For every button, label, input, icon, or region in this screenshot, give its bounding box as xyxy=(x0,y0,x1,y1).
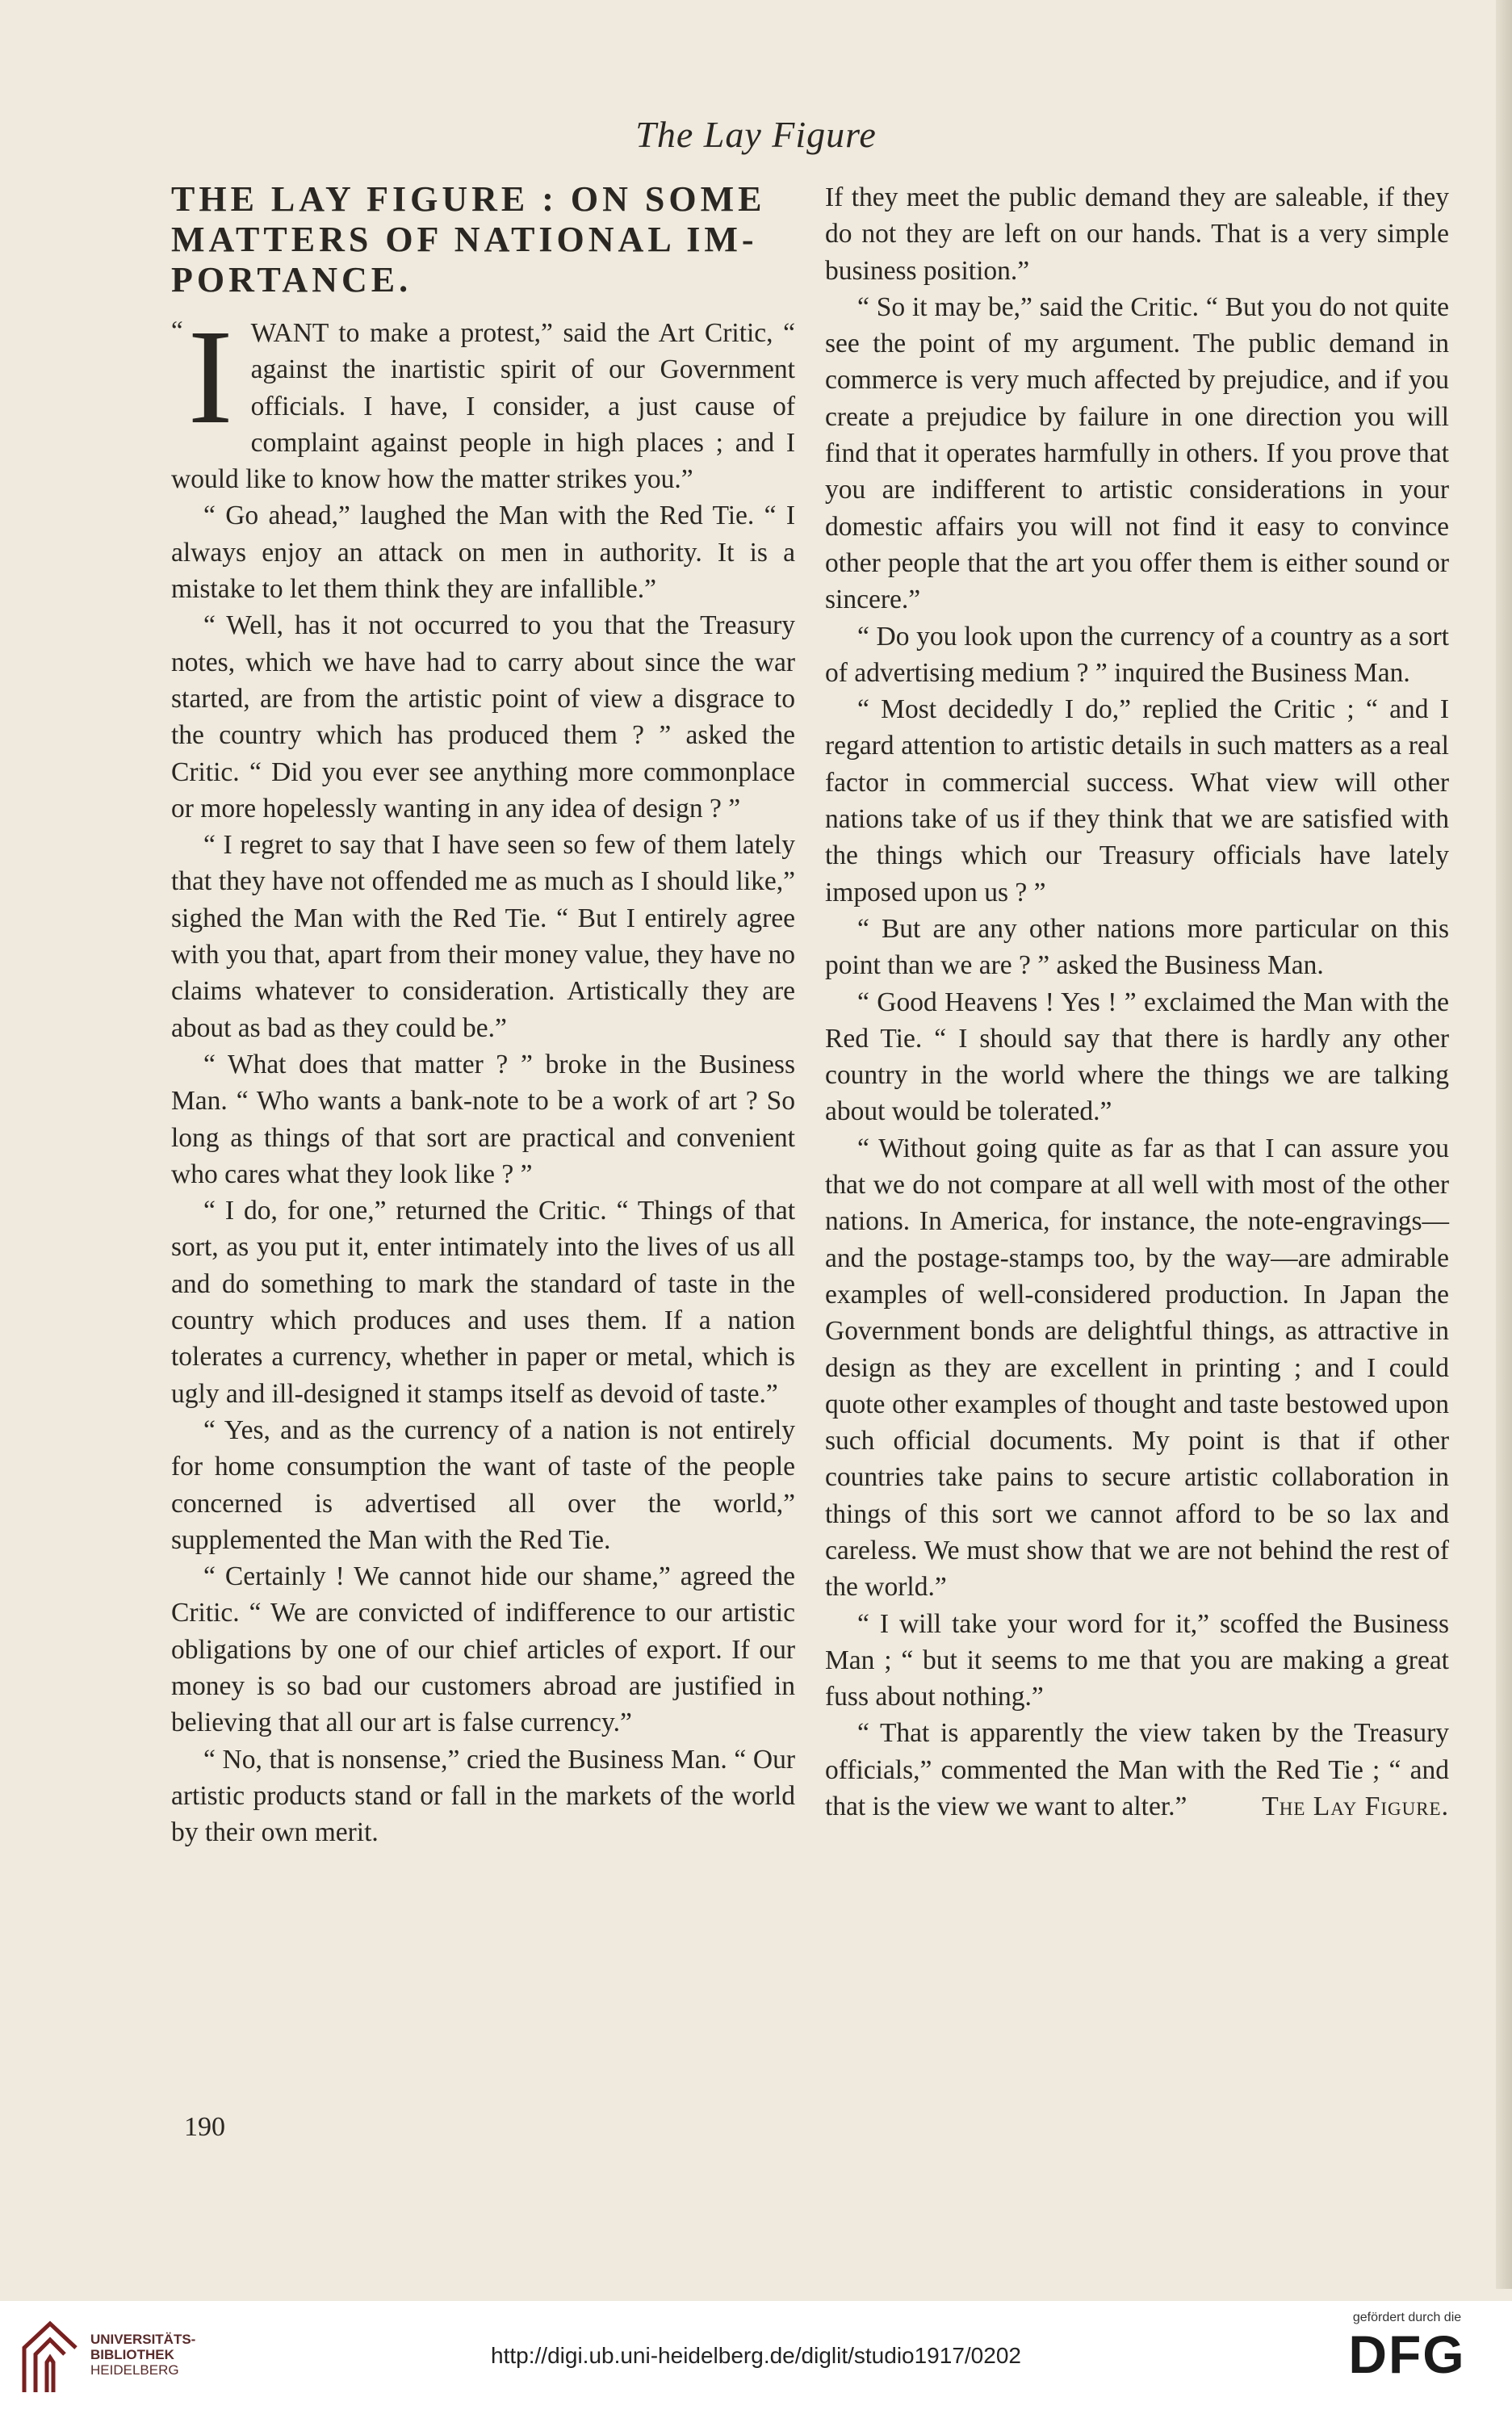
title-line-2: MATTERS OF NATIONAL IM- xyxy=(171,220,758,259)
right-paragraph-5: “ Good Heavens ! Yes ! ” exclaimed the Man with the Red Tie. “ I should say that there is hardly any other country in the world where the things we are talking about would be tolerated.” xyxy=(825,987,1449,1127)
title-line-1: THE LAY FIGURE : ON SOME xyxy=(171,179,766,219)
article-title xyxy=(171,179,795,300)
opening-paragraph-text: WANT to make a protest,” said the Art Critic, “ against the inartistic spirit of our Government officials. I have, I consider, a just cause of complaint against people in high places ; and I would like to know how the matter strikes you.” xyxy=(171,318,795,495)
left-paragraph-5: “ I do, for one,” returned the Critic. “ Things of that sort, as you put it, enter intimately into the lives of us all and do something to mark the standard of taste in the country which produces and uses them. If a nation tolerates a currency, whether in paper or metal, which is ugly and ill-designed it stamps itself as devoid of taste.” xyxy=(171,1196,795,1409)
right-paragraph-1: “ So it may be,” said the Critic. “ But you do not quite see the point of my argument. The public demand in commerce is very much affected by prejudice, and if you create a prejudice by failure in one direction you will find that it operates harmfully in others. If you prove that you are indifferent to artistic considerations in your domestic affairs you will not find it easy to convince other people that the art you offer them is either sound or sincere.” xyxy=(825,291,1449,615)
left-paragraph-7: “ Certainly ! We cannot hide our shame,” agreed the Critic. “ We are convicted of indifference to our artistic obligations by one of our chief articles of export. If our money is so bad our customers abroad are justified in believing that all our art is false currency.” xyxy=(171,1561,795,1738)
opening-quote-mark: “ xyxy=(171,316,183,346)
title-line-3: PORTANCE. xyxy=(171,260,413,300)
left-paragraph-8: “ No, that is nonsense,” cried the Business Man. “ Our artistic products stand or fall in the markets of the world by their own merit. xyxy=(171,1744,795,1848)
funder-note: gefördert durch die xyxy=(1352,2311,1462,2324)
left-paragraph-1: “ Go ahead,” laughed the Man with the Red Tie. “ I always enjoy an attack on men in authority. It is a mistake to let them think they are infallible.” xyxy=(171,501,795,605)
library-name-line: BIBLIOTHEK xyxy=(90,2347,174,2362)
dfg-logo-icon: DFG xyxy=(1348,2324,1466,2384)
right-continuation: If they meet the public demand they are saleable, if they do not they are left on our hands. That is a very simple business position.” xyxy=(825,182,1449,286)
digitization-footer xyxy=(0,2301,1512,2414)
library-name-line: UNIVERSITÄTS- xyxy=(90,2332,196,2347)
opening-paragraph xyxy=(171,302,795,497)
running-head: The Lay Figure xyxy=(635,114,877,155)
left-paragraph-4: “ What does that matter ? ” broke in the Business Man. “ Who wants a bank-note to be a work of art ? So long as things of that sort are practical and convenient who cares what they look like ? ” xyxy=(171,1049,795,1189)
drop-cap: I xyxy=(187,302,233,452)
library-name-line: HEIDELBERG xyxy=(90,2362,179,2378)
right-column xyxy=(825,179,1449,1825)
right-paragraph-7: “ I will take your word for it,” scoffed the Business Man ; “ but it seems to me that you are making a great fuss about nothing.” xyxy=(825,1608,1449,1712)
left-paragraph-6: “ Yes, and as the currency of a nation is not entirely for home consumption the want of taste of the people concerned is advertised all over the world,” supplemented the Man with the Red Tie. xyxy=(171,1414,795,1555)
right-paragraph-4: “ But are any other nations more particular on this point than we are ? ” asked the Business Man. xyxy=(825,913,1449,981)
final-paragraph-text: “ That is apparently the view taken by the Treasury officials,” commented the Man with the Red Tie ; “ and that is the view we want to alter.” xyxy=(825,1718,1449,1822)
right-paragraph-6: “ Without going quite as far as that I can assure you that we do not compare at all well with most of the other nations. In America, for instance, the note-engravings—and the postage-stamps too, by the way—are admirable examples of well-considered production. In Japan the Government bonds are delightful things, as attractive in design as they are excellent in printing ; and I could quote other examples of thought and taste bestowed upon such official documents. My point is that if other countries take pains to secure artistic collaboration in things of this sort we cannot afford to be so lax and careless. We must show that we are not behind the rest of the world.” xyxy=(825,1133,1449,1603)
final-paragraph xyxy=(825,1715,1449,1825)
right-paragraph-2: “ Do you look upon the currency of a country as a sort of advertising medium ? ” inquired the Business Man. xyxy=(825,621,1449,688)
signature: The Lay Figure. xyxy=(1262,1792,1449,1822)
source-url-link[interactable]: http://digi.ub.uni-heidelberg.de/diglit/studio1917/0202 xyxy=(491,2343,1021,2368)
funder-block xyxy=(1326,2311,1488,2383)
left-paragraph-3: “ I regret to say that I have seen so few of them lately that they have not offended me as much as I should like,” sighed the Man with the Red Tie. “ But I entirely agree with you that, apart from their money value, they have no claims whatever to consideration. Artistically they are about as bad as they could be.” xyxy=(171,830,795,1043)
left-column xyxy=(171,179,795,1850)
page-number: 190 xyxy=(184,2112,225,2142)
right-paragraph-3: “ Most decidedly I do,” replied the Critic ; “ and I regard attention to artistic details in such matters as a real factor in commercial success. What view will other nations take of us if they think that we are satisfied with the things which our Treasury officials have lately imposed upon us ? ” xyxy=(825,694,1449,907)
page-edge-shadow xyxy=(1496,0,1512,2289)
left-paragraph-2: “ Well, has it not occurred to you that the Treasury notes, which we have had to carry about since the war started, are from the artistic point of view a disgrace to the country which has produced them ? ” asked the Critic. “ Did you ever see anything more commonplace or more hopelessly wanting in any idea of design ? ” xyxy=(171,610,795,824)
